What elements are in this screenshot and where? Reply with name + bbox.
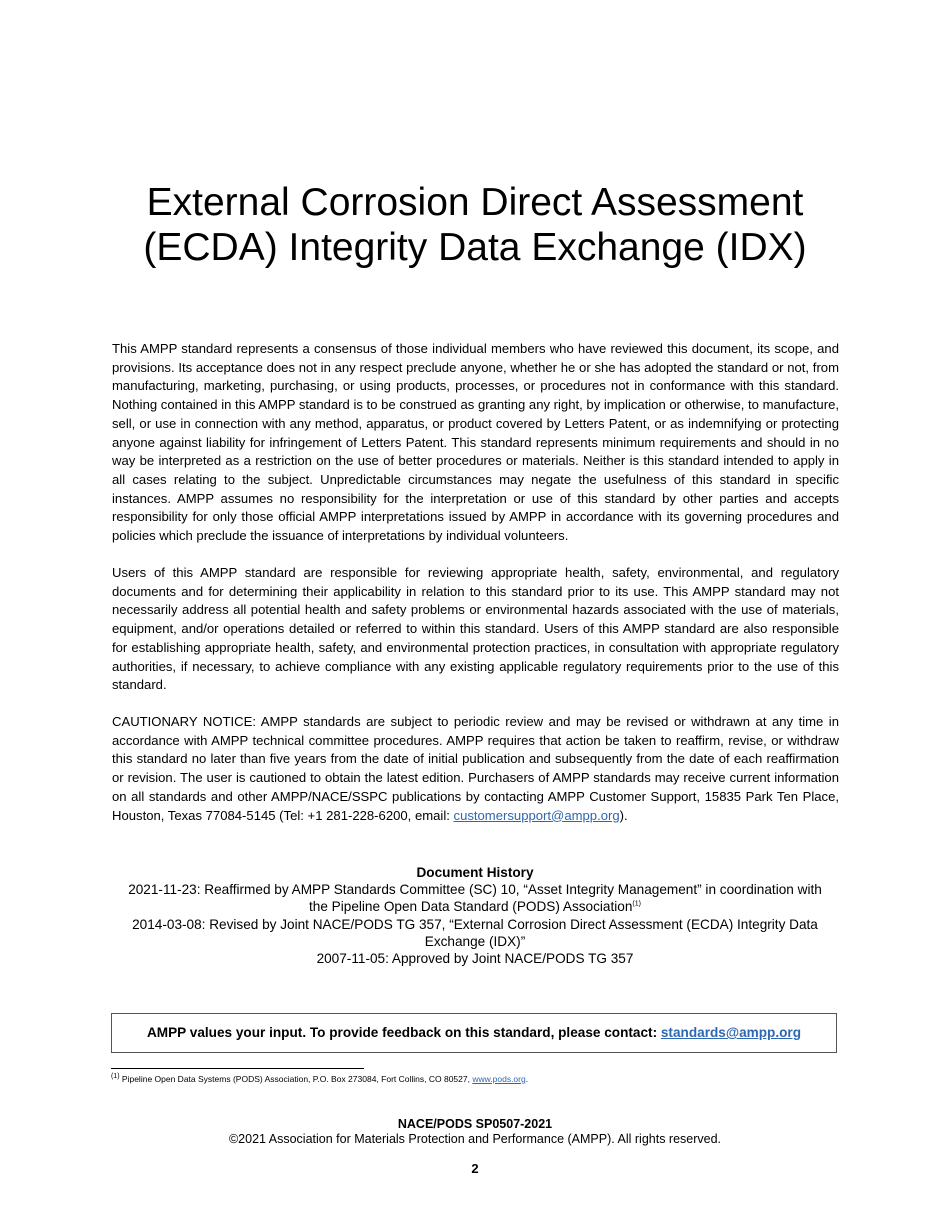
users-responsibility-paragraph: Users of this AMPP standard are responsible for reviewing appropriate health, safety, environmental, and regulatory documents and for determining their applicability in relation to this standard prior to its use. This AMPP standard may not necessarily address all potential health and safety problems or environmental hazards associated with the use of materials, equipment, and/or operations detailed or referred to within this standard. Users of this AMPP standard are also responsible for establishing appropriate health, safety, and environmental protection practices, in consultation with appropriate regulatory authorities, if necessary, to achieve compliance with any existing applicable regulatory requirements prior to the use of this standard. (112, 565, 839, 693)
pods-website-link[interactable]: www.pods.org (472, 1074, 526, 1084)
footnote-text: Pipeline Open Data Systems (PODS) Association, P.O. Box 273084, Fort Collins, CO 80527, (119, 1074, 473, 1084)
feedback-box (111, 1013, 837, 1053)
history-entry-reaffirmed-line-2 (100, 898, 850, 915)
title-line-2: (ECDA) Integrity Data Exchange (IDX) (143, 226, 807, 269)
standards-email-link[interactable]: standards@ampp.org (660, 1025, 802, 1040)
title-line-1: External Corrosion Direct Assessment (146, 181, 804, 224)
feedback-text: AMPP values your input. To provide feedback on this standard, please contact: (146, 1025, 661, 1040)
page-footer (0, 1117, 950, 1147)
history-entry-reaffirmed-text: the Pipeline Open Data Standard (PODS) Association (309, 899, 633, 915)
cautionary-notice-paragraph (112, 713, 839, 825)
customer-support-email-link[interactable]: customersupport@ampp.org (453, 807, 620, 823)
footnote-end: . (525, 1074, 529, 1084)
history-entry-approved: 2007-11-05: Approved by Joint NACE/PODS TG 357 (316, 951, 634, 967)
page-number: 2 (471, 1161, 479, 1176)
cautionary-notice-end: ). (619, 807, 628, 823)
footnote-reference: (1) (632, 900, 641, 908)
history-entry-revised-line-1: 2014-03-08: Revised by Joint NACE/PODS TG 357, “External Corrosion Direct Assessment (ECDA) Integrity Data (132, 916, 818, 932)
history-entry-revised-line-2: Exchange (IDX)” (424, 933, 526, 949)
document-title (0, 180, 950, 270)
footnote-mark: (1) (111, 1073, 120, 1081)
standard-code: NACE/PODS SP0507-2021 (397, 1117, 553, 1131)
document-history (100, 864, 850, 967)
footnote (111, 1073, 528, 1085)
copyright-notice: ©2021 Association for Materials Protection and Performance (AMPP). All rights reserved. (228, 1132, 722, 1146)
footnote-divider (111, 1068, 364, 1069)
history-entry-reaffirmed-line-1: 2021-11-23: Reaffirmed by AMPP Standards Committee (SC) 10, “Asset Integrity Management” in coordination with (128, 882, 822, 898)
consensus-paragraph: This AMPP standard represents a consensus of those individual members who have reviewed this document, its scope, and provisions. Its acceptance does not in any respect preclude anyone, whether he or she has adopted the standard or not, from manufacturing, marketing, purchasing, or using products, processes, or procedures not in conformance with this standard. Nothing contained in this AMPP standard is to be construed as granting any right, by implication or otherwise, to manufacture, sell, or use in connection with any method, apparatus, or product covered by Letters Patent, or as indemnifying or protecting anyone against liability for infringement of Letters Patent. This standard represents minimum requirements and should in no way be interpreted as a restriction on the use of better procedures or materials. Neither is this standard intended to apply in all cases relating to the subject. Unpredictable circumstances may negate the usefulness of this standard in specific instances. AMPP assumes no responsibility for the interpretation or use of this standard by other parties and accepts responsibility for only those official AMPP interpretations issued by AMPP in accordance with its governing procedures and policies which preclude the issuance of interpretations by individual volunteers. (112, 341, 839, 544)
document-history-heading: Document History (416, 865, 534, 880)
cautionary-notice-text: CAUTIONARY NOTICE: AMPP standards are subject to periodic review and may be revised or withdrawn at any time in accordance with AMPP technical committee procedures. AMPP requires that action be taken to reaffirm, revise, or withdraw this standard no later than five years from the date of initial publication and subsequently from the date of each reaffirmation or revision. The user is cautioned to obtain the latest edition. Purchasers of AMPP standards may receive current information on all standards and other AMPP/NACE/SSPC publications by contacting AMPP Customer Support, 15835 Park Ten Place, Houston, Texas 77084-5145 (Tel: +1 281-228-6200, email: (112, 714, 839, 823)
